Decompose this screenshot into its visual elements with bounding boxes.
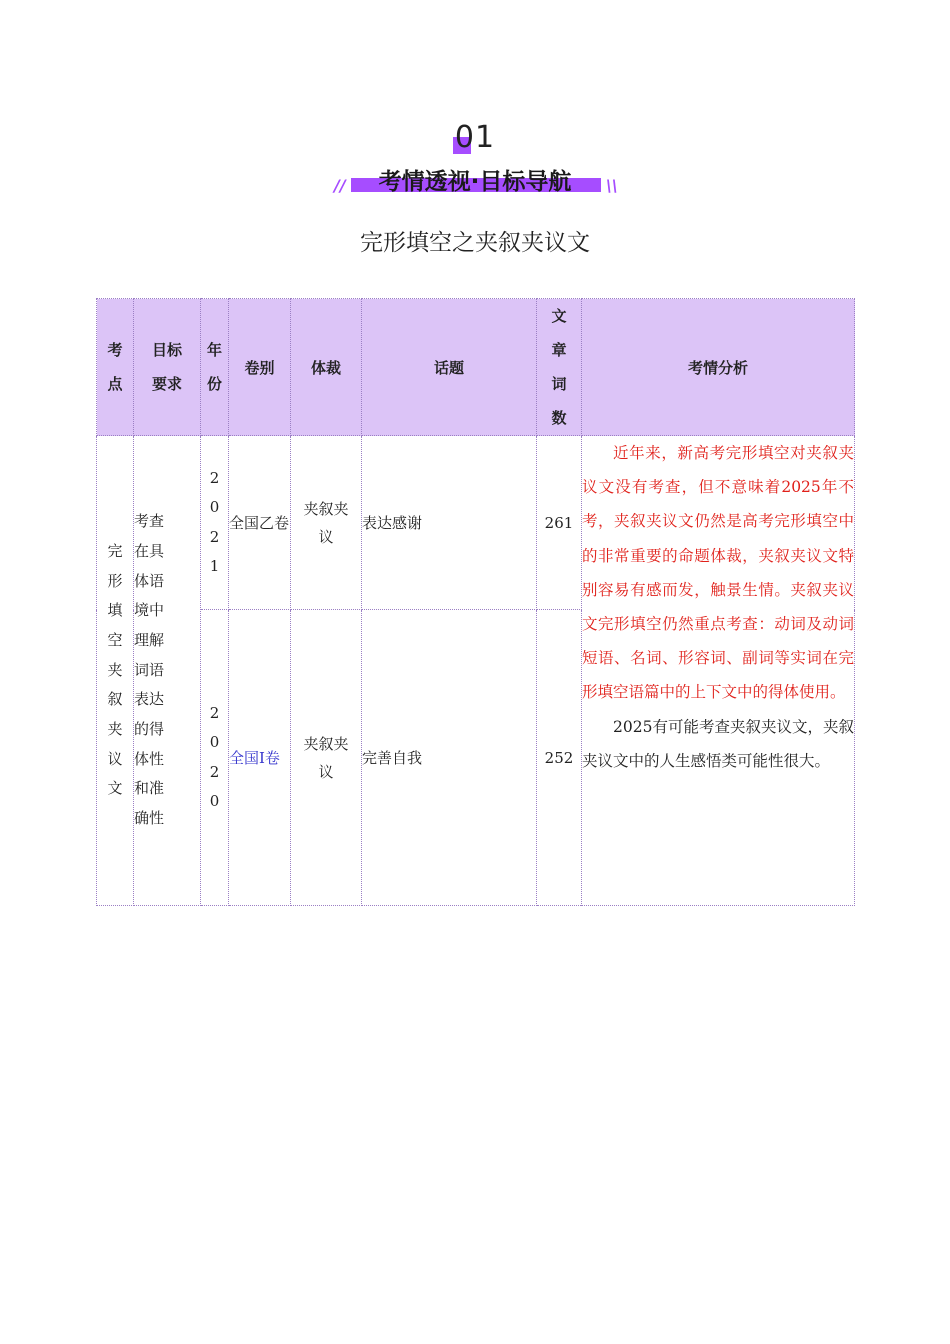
header-year: 年 份 bbox=[201, 299, 229, 436]
banner-title: 考情透视·目标导航 bbox=[378, 169, 572, 195]
header-analysis: 考情分析 bbox=[582, 299, 855, 436]
juanbie-link[interactable]: 全国I卷 bbox=[229, 610, 291, 906]
goal-cell: 考查 在具 体语 境中 理解 词语 表达 的得 体性 和准 确性 bbox=[134, 436, 201, 906]
year-cell: 2 0 2 1 bbox=[201, 436, 229, 610]
juanbie-cell: 全国乙卷 bbox=[229, 436, 291, 610]
words-cell: 252 bbox=[537, 610, 582, 906]
kaodian-cell: 完 形 填 空 夹 叙 夹 议 文 bbox=[97, 436, 134, 906]
header-juanbie: 卷别 bbox=[229, 299, 291, 436]
year-cell: 2 0 2 0 bbox=[201, 610, 229, 906]
huati-cell: 完善自我 bbox=[362, 610, 537, 906]
analysis-black-text: 2025有可能考查夹叙夹议文，夹叙夹议文中的人生感悟类可能性很大。 bbox=[582, 717, 854, 770]
header-ticai: 体裁 bbox=[291, 299, 362, 436]
section-number: 01 bbox=[454, 120, 496, 155]
analysis-red-text: 近年来，新高考完形填空对夹叙夹议文没有考查，但不意味着2025年不考，夹叙夹议文仍然是高考完形填空中的非常重要的命题体裁，夹叙夹议文特别容易有感而发，触景生情。夹叙夹议文完形填空仍然重点考查：动词及动词短语、名词、形容词、副词等实词在完形填空语篇中的上下文中的得体使用。 bbox=[582, 444, 854, 702]
table-header-row bbox=[97, 299, 855, 436]
header-words: 文 章 词 数 bbox=[537, 299, 582, 436]
analysis-cell bbox=[582, 436, 855, 906]
words-cell: 261 bbox=[537, 436, 582, 610]
banner-deco-right: \\ bbox=[606, 176, 618, 195]
header-kaodian: 考 点 bbox=[97, 299, 134, 436]
banner-deco-left: // bbox=[334, 176, 346, 195]
header-goal: 目标 要求 bbox=[134, 299, 201, 436]
ticai-cell: 夹叙夹 议 bbox=[291, 610, 362, 906]
ticai-cell: 夹叙夹 议 bbox=[291, 436, 362, 610]
table-row bbox=[97, 436, 855, 610]
huati-cell: 表达感谢 bbox=[362, 436, 537, 610]
header-huati: 话题 bbox=[362, 299, 537, 436]
page-subtitle: 完形填空之夹叙夹议文 bbox=[360, 230, 590, 256]
exam-analysis-table bbox=[96, 298, 855, 906]
